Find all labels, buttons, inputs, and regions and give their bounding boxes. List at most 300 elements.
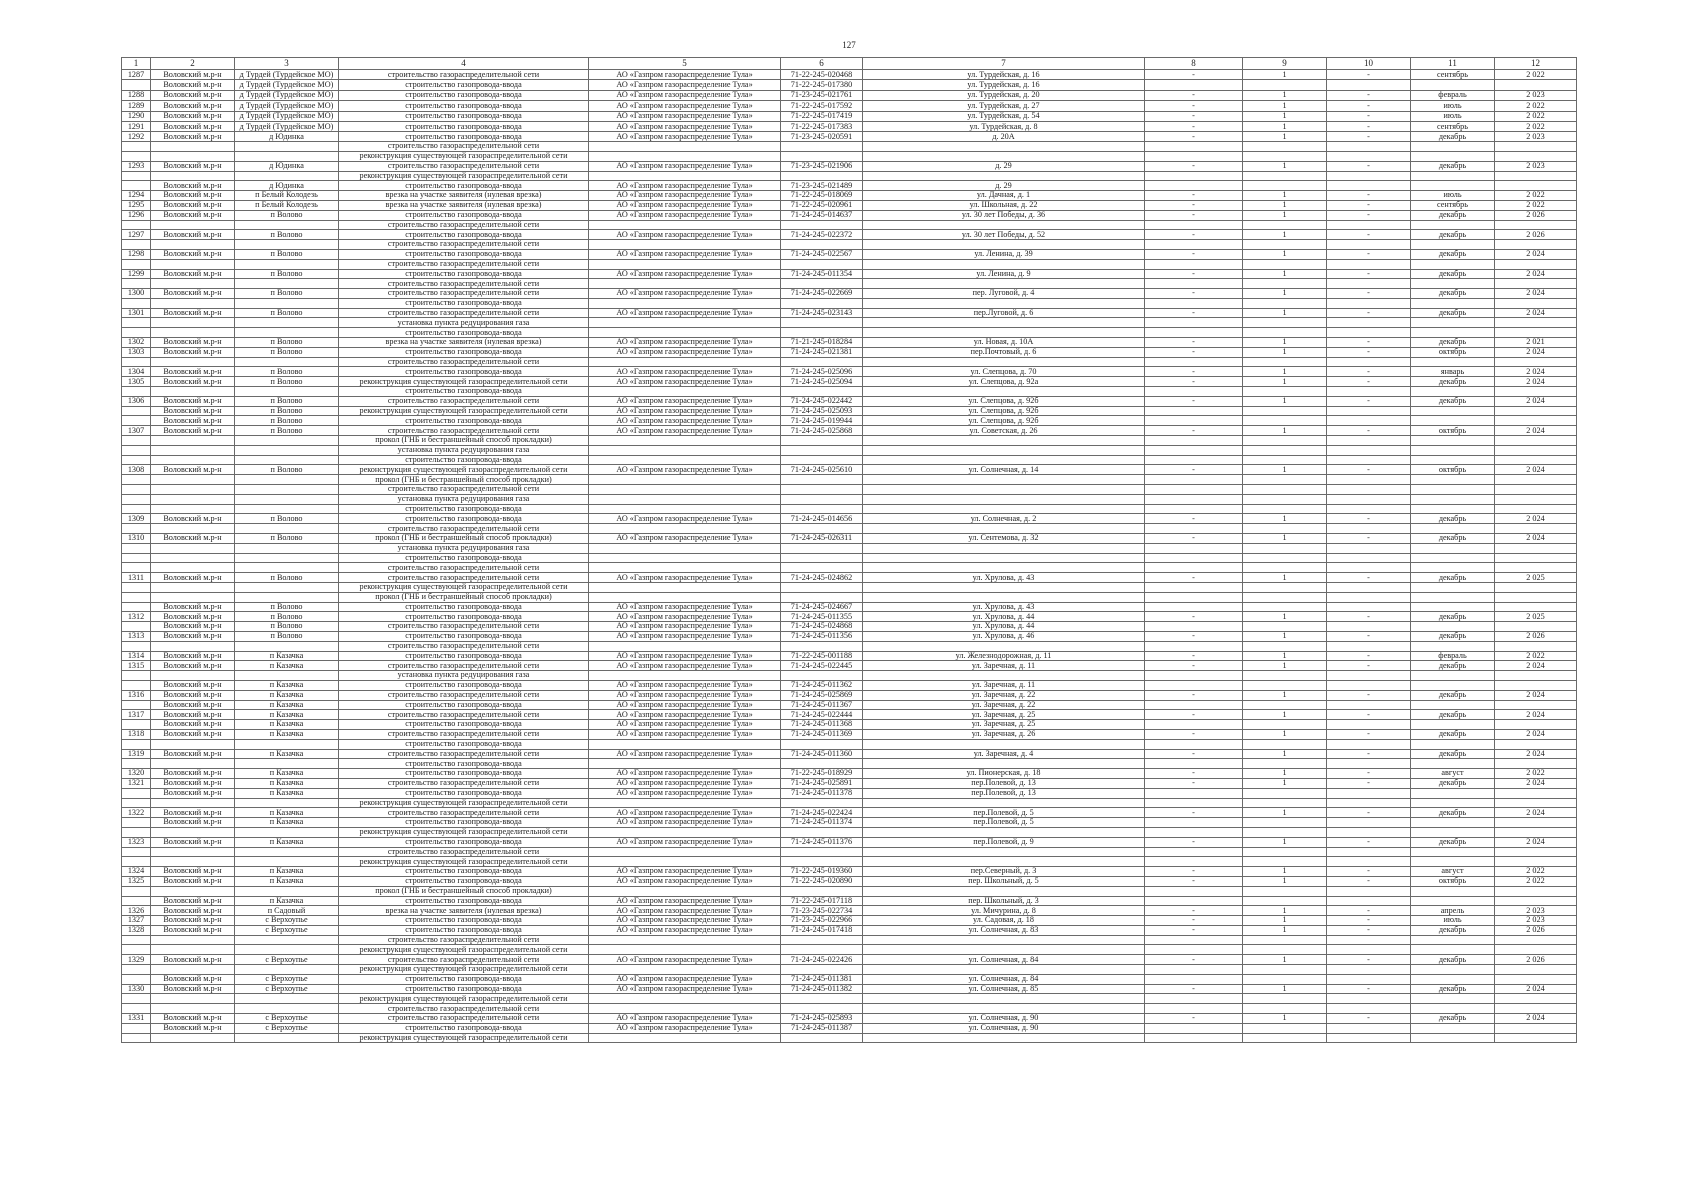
address-cell: ул. Советская, д. 26	[863, 426, 1145, 436]
row-number-cell: 1324	[122, 867, 151, 877]
organization-cell: АО «Газпром газораспределение Тула»	[589, 191, 781, 201]
settlement-cell: п Казачка	[235, 690, 339, 700]
row-number-cell: 1305	[122, 377, 151, 387]
table-row	[122, 298, 1577, 308]
organization-cell: АО «Газпром газораспределение Тула»	[589, 70, 781, 80]
district-cell: Воловский м.р-н	[151, 778, 235, 788]
work-type-cell: реконструкция существующей газораспределительной сети	[339, 151, 589, 161]
settlement-cell: п Волово	[235, 210, 339, 220]
application-number-cell: 71-24-245-011368	[781, 720, 863, 730]
address-cell: ул. Солнечная, д. 84	[863, 974, 1145, 984]
month-cell: сентябрь	[1411, 200, 1495, 210]
address-cell	[863, 543, 1145, 553]
year-cell	[1495, 220, 1577, 230]
organization-cell: АО «Газпром газораспределение Тула»	[589, 121, 781, 131]
application-number-cell: 71-24-245-022424	[781, 808, 863, 818]
row-number-cell: 1294	[122, 191, 151, 201]
district-cell: Воловский м.р-н	[151, 710, 235, 720]
settlement-cell: п Волово	[235, 426, 339, 436]
district-cell	[151, 485, 235, 495]
year-cell	[1495, 387, 1577, 397]
district-cell: Воловский м.р-н	[151, 680, 235, 690]
col8-value-cell	[1145, 622, 1243, 632]
application-number-cell: 71-24-245-011355	[781, 612, 863, 622]
table-row	[122, 788, 1577, 798]
application-number-cell: 71-24-245-025893	[781, 1014, 863, 1024]
col9-value-cell: 1	[1243, 249, 1327, 259]
year-cell	[1495, 788, 1577, 798]
table-row	[122, 935, 1577, 945]
col10-value-cell: -	[1327, 690, 1411, 700]
row-number-cell	[122, 240, 151, 250]
organization-cell	[589, 641, 781, 651]
year-cell	[1495, 700, 1577, 710]
month-cell	[1411, 171, 1495, 181]
col9-value-cell	[1243, 485, 1327, 495]
application-number-cell: 71-24-245-022426	[781, 955, 863, 965]
col10-value-cell: -	[1327, 729, 1411, 739]
organization-cell	[589, 504, 781, 514]
district-cell	[151, 436, 235, 446]
month-cell: август	[1411, 769, 1495, 779]
application-number-cell	[781, 759, 863, 769]
settlement-cell	[235, 151, 339, 161]
col9-value-cell	[1243, 739, 1327, 749]
settlement-cell: п Казачка	[235, 720, 339, 730]
col10-value-cell	[1327, 494, 1411, 504]
address-cell	[863, 504, 1145, 514]
col10-value-cell	[1327, 318, 1411, 328]
table-row	[122, 230, 1577, 240]
organization-cell	[589, 994, 781, 1004]
row-number-cell: 1291	[122, 121, 151, 131]
col8-value-cell: -	[1145, 651, 1243, 661]
address-cell	[863, 563, 1145, 573]
settlement-cell: п Волово	[235, 514, 339, 524]
col8-value-cell	[1145, 1023, 1243, 1033]
district-cell	[151, 318, 235, 328]
year-cell	[1495, 357, 1577, 367]
col10-value-cell	[1327, 720, 1411, 730]
work-type-cell: строительство газораспределительной сети	[339, 573, 589, 583]
col8-value-cell: -	[1145, 396, 1243, 406]
row-number-cell	[122, 788, 151, 798]
organization-cell	[589, 259, 781, 269]
table-row	[122, 494, 1577, 504]
work-type-cell: строительство газопровода-ввода	[339, 90, 589, 100]
col10-value-cell: -	[1327, 778, 1411, 788]
month-cell	[1411, 857, 1495, 867]
organization-cell	[589, 445, 781, 455]
settlement-cell: п Волово	[235, 612, 339, 622]
col8-value-cell	[1145, 416, 1243, 426]
district-cell	[151, 171, 235, 181]
address-cell	[863, 583, 1145, 593]
month-cell	[1411, 965, 1495, 975]
settlement-cell	[235, 298, 339, 308]
month-cell	[1411, 945, 1495, 955]
work-type-cell: реконструкция существующей газораспределительной сети	[339, 857, 589, 867]
address-cell: ул. Заречная, д. 22	[863, 700, 1145, 710]
settlement-cell	[235, 524, 339, 534]
col9-value-cell	[1243, 622, 1327, 632]
organization-cell: АО «Газпром газораспределение Тула»	[589, 1014, 781, 1024]
address-cell: ул. Школьная, д. 22	[863, 200, 1145, 210]
application-number-cell: 71-24-245-022444	[781, 710, 863, 720]
col9-value-cell	[1243, 220, 1327, 230]
row-number-cell	[122, 759, 151, 769]
month-cell: декабрь	[1411, 837, 1495, 847]
col9-value-cell: 1	[1243, 612, 1327, 622]
col10-value-cell: -	[1327, 925, 1411, 935]
organization-cell: АО «Газпром газораспределение Тула»	[589, 906, 781, 916]
work-type-cell: строительство газораспределительной сети	[339, 240, 589, 250]
district-cell: Воловский м.р-н	[151, 906, 235, 916]
work-type-cell: строительство газораспределительной сети	[339, 524, 589, 534]
year-cell	[1495, 583, 1577, 593]
organization-cell: АО «Газпром газораспределение Тула»	[589, 729, 781, 739]
table-row	[122, 612, 1577, 622]
col8-value-cell: -	[1145, 308, 1243, 318]
work-type-cell: строительство газопровода-ввода	[339, 896, 589, 906]
col8-value-cell: -	[1145, 710, 1243, 720]
year-cell	[1495, 827, 1577, 837]
district-cell: Воловский м.р-н	[151, 161, 235, 171]
row-number-cell	[122, 720, 151, 730]
address-cell	[863, 279, 1145, 289]
district-cell: Воловский м.р-н	[151, 338, 235, 348]
district-cell	[151, 671, 235, 681]
settlement-cell	[235, 827, 339, 837]
work-type-cell: строительство газораспределительной сети	[339, 847, 589, 857]
organization-cell: АО «Газпром газораспределение Тула»	[589, 700, 781, 710]
table-row	[122, 729, 1577, 739]
year-cell: 2 024	[1495, 729, 1577, 739]
address-cell: ул. Слепцова, д. 70	[863, 367, 1145, 377]
month-cell: декабрь	[1411, 338, 1495, 348]
row-number-cell	[122, 592, 151, 602]
work-type-cell: строительство газопровода-ввода	[339, 367, 589, 377]
organization-cell	[589, 494, 781, 504]
col8-value-cell	[1145, 357, 1243, 367]
year-cell	[1495, 847, 1577, 857]
col8-value-cell	[1145, 886, 1243, 896]
year-cell	[1495, 298, 1577, 308]
col10-value-cell: -	[1327, 338, 1411, 348]
year-cell	[1495, 974, 1577, 984]
organization-cell: АО «Газпром газораспределение Тула»	[589, 347, 781, 357]
work-type-cell: строительство газопровода-ввода	[339, 631, 589, 641]
application-number-cell: 71-23-245-020591	[781, 132, 863, 142]
table-row	[122, 583, 1577, 593]
row-number-cell: 1296	[122, 210, 151, 220]
work-type-cell: строительство газопровода-ввода	[339, 680, 589, 690]
col9-value-cell: 1	[1243, 955, 1327, 965]
address-cell: ул. Хрулова, д. 46	[863, 631, 1145, 641]
col8-value-cell	[1145, 485, 1243, 495]
settlement-cell: п Казачка	[235, 896, 339, 906]
table-row	[122, 710, 1577, 720]
col9-value-cell	[1243, 328, 1327, 338]
year-cell: 2 024	[1495, 984, 1577, 994]
table-row	[122, 759, 1577, 769]
row-number-cell: 1311	[122, 573, 151, 583]
col9-value-cell	[1243, 700, 1327, 710]
district-cell: Воловский м.р-н	[151, 90, 235, 100]
year-cell: 2 024	[1495, 347, 1577, 357]
col8-value-cell	[1145, 553, 1243, 563]
application-number-cell	[781, 847, 863, 857]
col10-value-cell	[1327, 965, 1411, 975]
year-cell: 2 022	[1495, 769, 1577, 779]
col9-value-cell: 1	[1243, 269, 1327, 279]
col8-value-cell	[1145, 945, 1243, 955]
col10-value-cell	[1327, 622, 1411, 632]
col9-value-cell: 1	[1243, 1014, 1327, 1024]
year-cell: 2 023	[1495, 132, 1577, 142]
application-number-cell: 71-24-245-011376	[781, 837, 863, 847]
col8-value-cell	[1145, 387, 1243, 397]
col8-value-cell: -	[1145, 338, 1243, 348]
organization-cell: АО «Газпром газораспределение Тула»	[589, 710, 781, 720]
settlement-cell: с Верхоупье	[235, 955, 339, 965]
col9-value-cell	[1243, 896, 1327, 906]
work-type-cell: строительство газопровода-ввода	[339, 916, 589, 926]
year-cell	[1495, 259, 1577, 269]
year-cell	[1495, 240, 1577, 250]
row-number-cell: 1322	[122, 808, 151, 818]
table-row	[122, 200, 1577, 210]
application-number-cell: 71-24-245-011374	[781, 818, 863, 828]
work-type-cell: строительство газораспределительной сети	[339, 426, 589, 436]
month-cell	[1411, 798, 1495, 808]
month-cell: декабрь	[1411, 210, 1495, 220]
table-row	[122, 151, 1577, 161]
settlement-cell: п Волово	[235, 249, 339, 259]
col8-value-cell	[1145, 279, 1243, 289]
col9-value-cell: 1	[1243, 132, 1327, 142]
col10-value-cell: -	[1327, 101, 1411, 111]
year-cell: 2 024	[1495, 377, 1577, 387]
application-number-cell: 71-22-245-020961	[781, 200, 863, 210]
col9-value-cell: 1	[1243, 426, 1327, 436]
address-cell: ул. Солнечная, д. 84	[863, 955, 1145, 965]
row-number-cell: 1314	[122, 651, 151, 661]
table-row	[122, 690, 1577, 700]
col9-value-cell: 1	[1243, 661, 1327, 671]
col8-value-cell: -	[1145, 200, 1243, 210]
year-cell: 2 026	[1495, 230, 1577, 240]
col9-value-cell: 1	[1243, 289, 1327, 299]
month-cell	[1411, 485, 1495, 495]
work-type-cell: строительство газопровода-ввода	[339, 347, 589, 357]
table-row	[122, 994, 1577, 1004]
organization-cell: АО «Газпром газораспределение Тула»	[589, 181, 781, 191]
year-cell: 2 024	[1495, 269, 1577, 279]
col9-value-cell	[1243, 240, 1327, 250]
address-cell	[863, 857, 1145, 867]
work-type-cell: строительство газораспределительной сети	[339, 142, 589, 152]
col9-value-cell	[1243, 298, 1327, 308]
table-row	[122, 436, 1577, 446]
application-number-cell: 71-24-245-025891	[781, 778, 863, 788]
work-type-cell: реконструкция существующей газораспределительной сети	[339, 945, 589, 955]
table-row	[122, 240, 1577, 250]
year-cell: 2 025	[1495, 612, 1577, 622]
col9-value-cell	[1243, 543, 1327, 553]
application-number-cell	[781, 1004, 863, 1014]
application-number-cell: 71-24-245-025869	[781, 690, 863, 700]
work-type-cell: реконструкция существующей газораспределительной сети	[339, 171, 589, 181]
settlement-cell: п Волово	[235, 289, 339, 299]
address-cell: ул. Заречная, д. 11	[863, 680, 1145, 690]
col9-value-cell: 1	[1243, 808, 1327, 818]
col10-value-cell	[1327, 602, 1411, 612]
settlement-cell: п Казачка	[235, 837, 339, 847]
year-cell	[1495, 455, 1577, 465]
application-number-cell: 71-24-245-025093	[781, 406, 863, 416]
application-number-cell: 71-24-245-011369	[781, 729, 863, 739]
district-cell: Воловский м.р-н	[151, 1023, 235, 1033]
col10-value-cell	[1327, 847, 1411, 857]
col8-value-cell	[1145, 220, 1243, 230]
settlement-cell: п Волово	[235, 465, 339, 475]
work-type-cell: строительство газопровода-ввода	[339, 80, 589, 90]
table-row	[122, 101, 1577, 111]
row-number-cell: 1321	[122, 778, 151, 788]
address-cell: д. 29	[863, 181, 1145, 191]
table-row	[122, 171, 1577, 181]
application-number-cell	[781, 485, 863, 495]
district-cell: Воловский м.р-н	[151, 837, 235, 847]
row-number-cell: 1331	[122, 1014, 151, 1024]
application-number-cell	[781, 445, 863, 455]
settlement-cell	[235, 857, 339, 867]
table-row	[122, 514, 1577, 524]
table-row	[122, 827, 1577, 837]
district-cell: Воловский м.р-н	[151, 867, 235, 877]
col10-value-cell	[1327, 240, 1411, 250]
month-cell: август	[1411, 867, 1495, 877]
table-row	[122, 111, 1577, 121]
col9-value-cell: 1	[1243, 377, 1327, 387]
col10-value-cell: -	[1327, 534, 1411, 544]
col10-value-cell: -	[1327, 867, 1411, 877]
settlement-cell	[235, 279, 339, 289]
district-cell: Воловский м.р-н	[151, 534, 235, 544]
year-cell	[1495, 759, 1577, 769]
col9-value-cell	[1243, 592, 1327, 602]
col9-value-cell	[1243, 1023, 1327, 1033]
row-number-cell: 1293	[122, 161, 151, 171]
organization-cell: АО «Газпром газораспределение Тула»	[589, 90, 781, 100]
row-number-cell: 1290	[122, 111, 151, 121]
col10-value-cell	[1327, 475, 1411, 485]
col8-value-cell: -	[1145, 612, 1243, 622]
col9-value-cell	[1243, 416, 1327, 426]
table-row	[122, 524, 1577, 534]
month-cell	[1411, 759, 1495, 769]
col10-value-cell	[1327, 739, 1411, 749]
year-cell: 2 026	[1495, 925, 1577, 935]
month-cell: июль	[1411, 111, 1495, 121]
col-header: 10	[1327, 58, 1411, 70]
address-cell	[863, 171, 1145, 181]
col8-value-cell	[1145, 181, 1243, 191]
col9-value-cell	[1243, 720, 1327, 730]
col9-value-cell	[1243, 827, 1327, 837]
settlement-cell	[235, 387, 339, 397]
col9-value-cell	[1243, 279, 1327, 289]
year-cell: 2 022	[1495, 651, 1577, 661]
organization-cell	[589, 563, 781, 573]
col9-value-cell	[1243, 994, 1327, 1004]
settlement-cell: д Турдей (Турдейское МО)	[235, 80, 339, 90]
organization-cell: АО «Газпром газораспределение Тула»	[589, 367, 781, 377]
work-type-cell: строительство газораспределительной сети	[339, 749, 589, 759]
col8-value-cell	[1145, 259, 1243, 269]
address-cell: пер.Полевой, д. 9	[863, 837, 1145, 847]
col8-value-cell	[1145, 700, 1243, 710]
address-cell: ул. Турдейская, д. 16	[863, 70, 1145, 80]
table-row	[122, 1023, 1577, 1033]
work-type-cell: строительство газопровода-ввода	[339, 759, 589, 769]
address-cell: ул. Турдейская, д. 16	[863, 80, 1145, 90]
col10-value-cell: -	[1327, 210, 1411, 220]
address-cell: д. 20А	[863, 132, 1145, 142]
col8-value-cell: -	[1145, 210, 1243, 220]
district-cell: Воловский м.р-н	[151, 230, 235, 240]
work-type-cell: установка пункта редуцирования газа	[339, 494, 589, 504]
table-row	[122, 955, 1577, 965]
address-cell	[863, 945, 1145, 955]
district-cell: Воловский м.р-н	[151, 974, 235, 984]
month-cell	[1411, 935, 1495, 945]
address-cell	[863, 641, 1145, 651]
year-cell: 2 024	[1495, 465, 1577, 475]
district-cell: Воловский м.р-н	[151, 367, 235, 377]
table-row	[122, 396, 1577, 406]
col8-value-cell	[1145, 455, 1243, 465]
col9-value-cell: 1	[1243, 749, 1327, 759]
col8-value-cell: -	[1145, 631, 1243, 641]
settlement-cell: п Казачка	[235, 700, 339, 710]
settlement-cell: д Турдей (Турдейское МО)	[235, 111, 339, 121]
col8-value-cell	[1145, 406, 1243, 416]
row-number-cell: 1300	[122, 289, 151, 299]
col9-value-cell: 1	[1243, 769, 1327, 779]
col8-value-cell	[1145, 583, 1243, 593]
year-cell: 2 024	[1495, 749, 1577, 759]
year-cell	[1495, 318, 1577, 328]
settlement-cell: п Волово	[235, 269, 339, 279]
application-number-cell: 71-24-245-011387	[781, 1023, 863, 1033]
month-cell	[1411, 1033, 1495, 1043]
col9-value-cell: 1	[1243, 161, 1327, 171]
application-number-cell: 71-24-245-022567	[781, 249, 863, 259]
district-cell: Воловский м.р-н	[151, 191, 235, 201]
col8-value-cell	[1145, 80, 1243, 90]
row-number-cell	[122, 700, 151, 710]
table-row	[122, 641, 1577, 651]
column-number-header	[122, 58, 1577, 70]
col8-value-cell: -	[1145, 661, 1243, 671]
settlement-cell: п Волово	[235, 534, 339, 544]
district-cell: Воловский м.р-н	[151, 132, 235, 142]
year-cell	[1495, 553, 1577, 563]
address-cell: ул. Хрулова, д. 44	[863, 612, 1145, 622]
table-row	[122, 925, 1577, 935]
